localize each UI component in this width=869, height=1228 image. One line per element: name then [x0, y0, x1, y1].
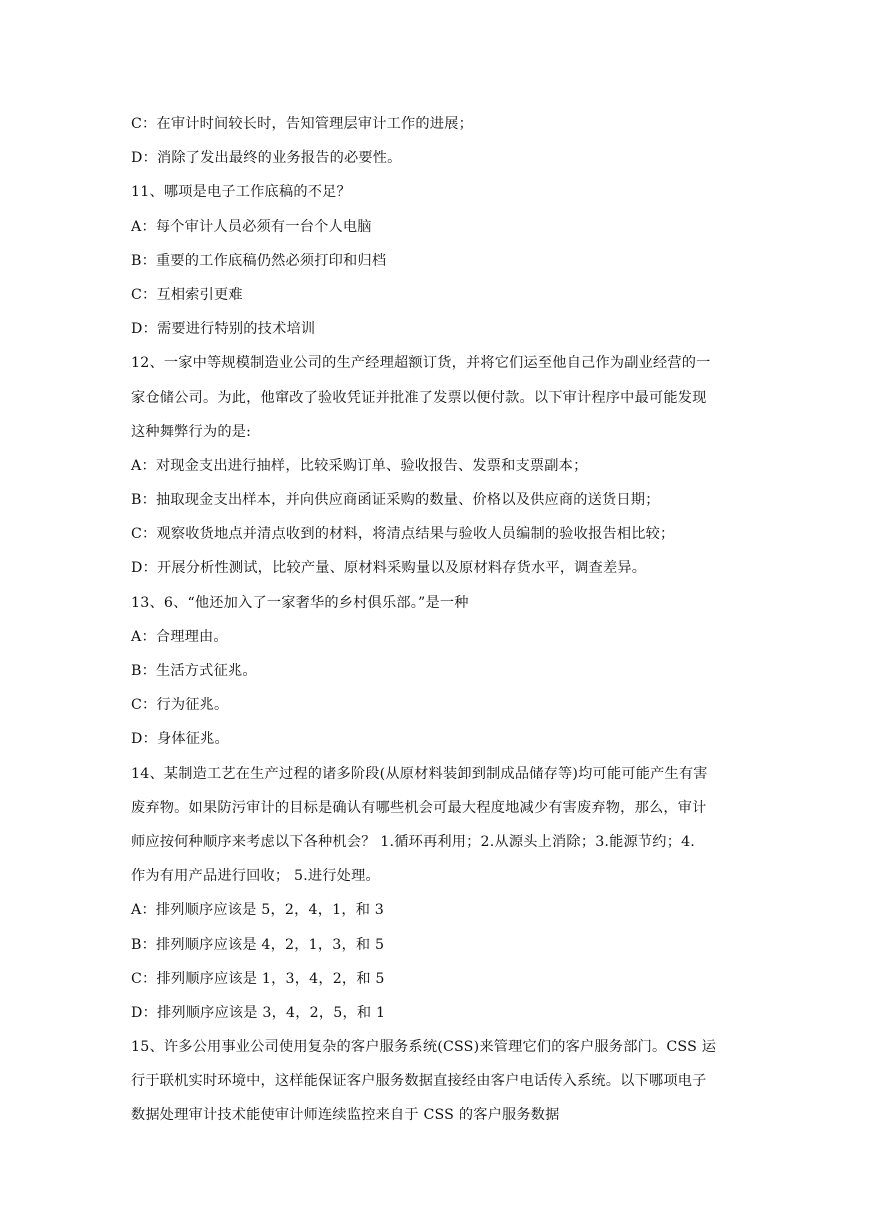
q11-option-c: C：互相索引更难 [131, 286, 243, 303]
q14-option-b: B：排列顺序应该是 4，2，1，3，和 5 [131, 936, 385, 953]
q13-option-b: B：生活方式征兆。 [131, 663, 257, 679]
q13-option-a: A：合理理由。 [131, 628, 228, 645]
q12-option-b: B：抽取现金支出样本，并向供应商函证采购的数量、价格以及供应商的送货日期； [131, 492, 660, 509]
q14-option-c: C：排列顺序应该是 1，3，4，2，和 5 [131, 970, 385, 987]
q13-option-c: C：行为征兆。 [131, 697, 229, 714]
q14-question-line-3: 师应按何种顺序来考虑以下各种机会？ 1.循环再利用；2.从源头上消除；3.能源节约；4. [131, 833, 696, 850]
q11-option-b: B：重要的工作底稿仍然必须打印和归档 [131, 252, 387, 269]
q12-question-line-1: 12、一家中等规模制造业公司的生产经理超额订货，并将它们运至他自己作为副业经营的一 [131, 355, 711, 372]
q11-option-a: A：每个审计人员必须有一台个人电脑 [131, 218, 372, 235]
q14-question-line-1: 14、某制造工艺在生产过程的诸多阶段(从原材料装卸到制成品储存等)均可能可能产生有害 [131, 765, 708, 782]
q12-question-line-2: 家仓储公司。为此，他窜改了验收凭证并批准了发票以便付款。以下审计程序中最可能发现 [131, 389, 707, 406]
q12-option-c: C：观察收货地点并清点收到的材料，将清点结果与验收人员编制的验收报告相比较； [131, 526, 675, 543]
q15-question-line-2: 行于联机实时环境中，这样能保证客户服务数据直接经由客户电话传入系统。以下哪项电子 [131, 1073, 707, 1090]
q13-question: 13、6、“他还加入了一家奢华的乡村俱乐部。”是一种 [131, 594, 469, 611]
q14-option-d: D：排列顺序应该是 3，4，2，5，和 1 [131, 1004, 386, 1021]
q11-option-d: D：需要进行特别的技术培训 [131, 321, 316, 338]
q14-question-line-4: 作为有用产品进行回收； 5.进行处理。 [131, 868, 380, 885]
q14-question-line-2: 废弃物。如果防污审计的目标是确认有哪些机会可最大程度地减少有害废弃物，那么，审计 [131, 799, 707, 816]
q12-question-line-3: 这种舞弊行为的是: [131, 423, 252, 440]
q13-option-d: D：身体征兆。 [131, 731, 229, 748]
q12-option-d: D：开展分析性测试，比较产量、原材料采购量以及原材料存货水平，调查差异。 [131, 560, 647, 577]
q11-question: 11、哪项是电子工作底稿的不足？ [131, 184, 351, 201]
q14-option-a: A：排列顺序应该是 5，2，4，1，和 3 [131, 902, 385, 919]
q15-question-line-1: 15、许多公用事业公司使用复杂的客户服务系统(CSS)来管理它们的客户服务部门。CSS 运 [131, 1039, 717, 1056]
document-body [131, 107, 741, 1133]
q15-question-line-3: 数据处理审计技术能使审计师连续监控来自于 CSS 的客户服务数据 [131, 1107, 560, 1124]
q10-option-d: D：消除了发出最终的业务报告的必要性。 [131, 150, 402, 167]
q10-option-c: C：在审计时间较长时，告知管理层审计工作的进展； [131, 116, 473, 132]
q12-option-a: A：对现金支出进行抽样，比较采购订单、验收报告、发票和支票副本； [131, 457, 588, 474]
